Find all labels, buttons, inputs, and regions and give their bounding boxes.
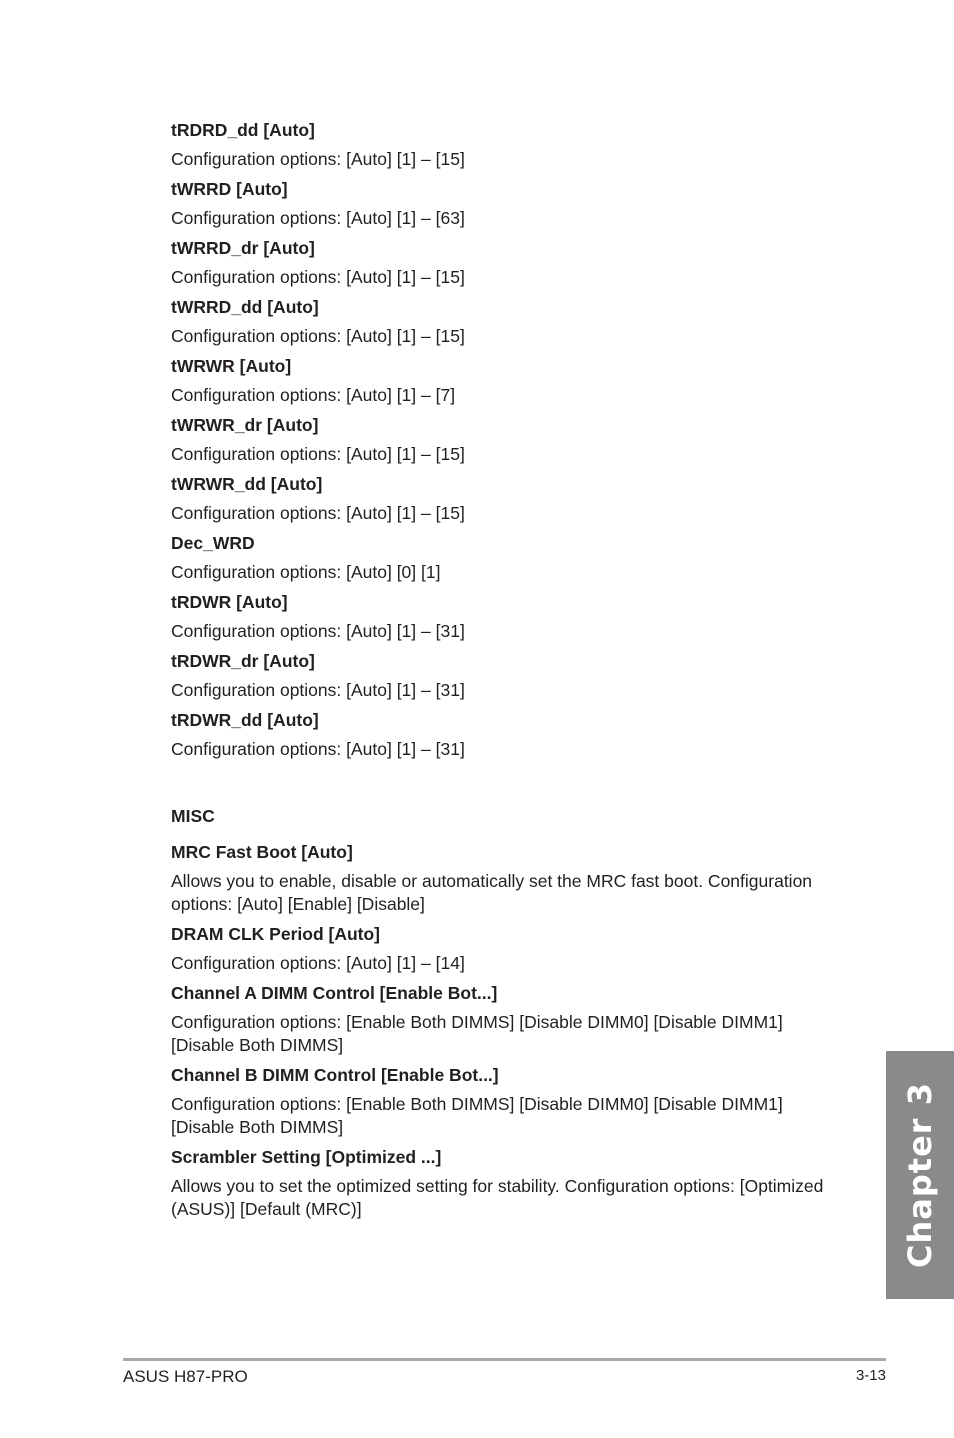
setting-item <box>171 118 826 171</box>
misc-settings-list <box>171 840 826 1221</box>
setting-title: tRDRD_dd [Auto] <box>171 120 315 140</box>
setting-item <box>171 1145 826 1221</box>
setting-item <box>171 413 826 466</box>
setting-title: tWRRD [Auto] <box>171 179 288 199</box>
setting-item <box>171 354 826 407</box>
timing-settings-list <box>171 118 826 761</box>
setting-item <box>171 177 826 230</box>
section-spacer <box>171 767 826 804</box>
setting-item <box>171 295 826 348</box>
setting-item <box>171 981 826 1057</box>
setting-description: Allows you to enable, disable or automatically set the MRC fast boot. Configuration options: [Auto] [Enable] [Disable] <box>171 871 813 914</box>
setting-description: Configuration options: [Auto] [1] – [31] <box>171 680 465 700</box>
setting-title: tWRWR_dr [Auto] <box>171 415 319 435</box>
setting-title: tRDWR_dr [Auto] <box>171 651 315 671</box>
setting-title: tWRRD_dr [Auto] <box>171 238 315 258</box>
setting-title: Dec_WRD <box>171 533 255 553</box>
setting-description: Configuration options: [Auto] [1] – [14] <box>171 953 465 973</box>
setting-title: Channel B DIMM Control [Enable Bot...] <box>171 1065 499 1085</box>
setting-item <box>171 531 826 584</box>
setting-item <box>171 922 826 975</box>
setting-title: tWRRD_dd [Auto] <box>171 297 319 317</box>
setting-description: Configuration options: [Auto] [0] [1] <box>171 562 441 582</box>
footer-page-number: 3-13 <box>855 1367 886 1384</box>
setting-item <box>171 1063 826 1139</box>
misc-section-heading: MISC <box>171 806 215 826</box>
setting-description: Configuration options: [Enable Both DIMMS] [Disable DIMM0] [Disable DIMM1] [Disable Both DIMMS] <box>171 1094 783 1137</box>
setting-title: MRC Fast Boot [Auto] <box>171 842 353 862</box>
setting-title: tRDWR_dd [Auto] <box>171 710 319 730</box>
setting-item <box>171 472 826 525</box>
page-content <box>171 118 826 1227</box>
setting-description: Allows you to set the optimized setting for stability. Configuration options: [Optimized (ASUS)] [Default (MRC)] <box>171 1176 824 1219</box>
chapter-tab-label: Chapter 3 <box>901 1082 939 1268</box>
chapter-tab <box>886 1051 954 1299</box>
footer-product-name: ASUS H87-PRO <box>123 1367 248 1386</box>
setting-title: tWRWR_dd [Auto] <box>171 474 323 494</box>
setting-title: DRAM CLK Period [Auto] <box>171 924 381 944</box>
setting-title: tRDWR [Auto] <box>171 592 288 612</box>
setting-title: tWRWR [Auto] <box>171 356 292 376</box>
setting-description: Configuration options: [Auto] [1] – [7] <box>171 385 456 405</box>
setting-item <box>171 840 826 916</box>
setting-item <box>171 649 826 702</box>
setting-item <box>171 236 826 289</box>
footer-divider <box>123 1358 886 1361</box>
setting-description: Configuration options: [Auto] [1] – [15] <box>171 503 465 523</box>
setting-title: Channel A DIMM Control [Enable Bot...] <box>171 983 498 1003</box>
setting-description: Configuration options: [Auto] [1] – [31] <box>171 621 465 641</box>
setting-description: Configuration options: [Auto] [1] – [15] <box>171 149 465 169</box>
setting-description: Configuration options: [Enable Both DIMMS] [Disable DIMM0] [Disable DIMM1] [Disable Both DIMMS] <box>171 1012 783 1055</box>
setting-item <box>171 708 826 761</box>
setting-item <box>171 590 826 643</box>
setting-description: Configuration options: [Auto] [1] – [15] <box>171 444 465 464</box>
setting-description: Configuration options: [Auto] [1] – [15] <box>171 267 465 287</box>
setting-title: Scrambler Setting [Optimized ...] <box>171 1147 442 1167</box>
setting-description: Configuration options: [Auto] [1] – [15] <box>171 326 465 346</box>
setting-description: Configuration options: [Auto] [1] – [31] <box>171 739 465 759</box>
setting-description: Configuration options: [Auto] [1] – [63] <box>171 208 465 228</box>
